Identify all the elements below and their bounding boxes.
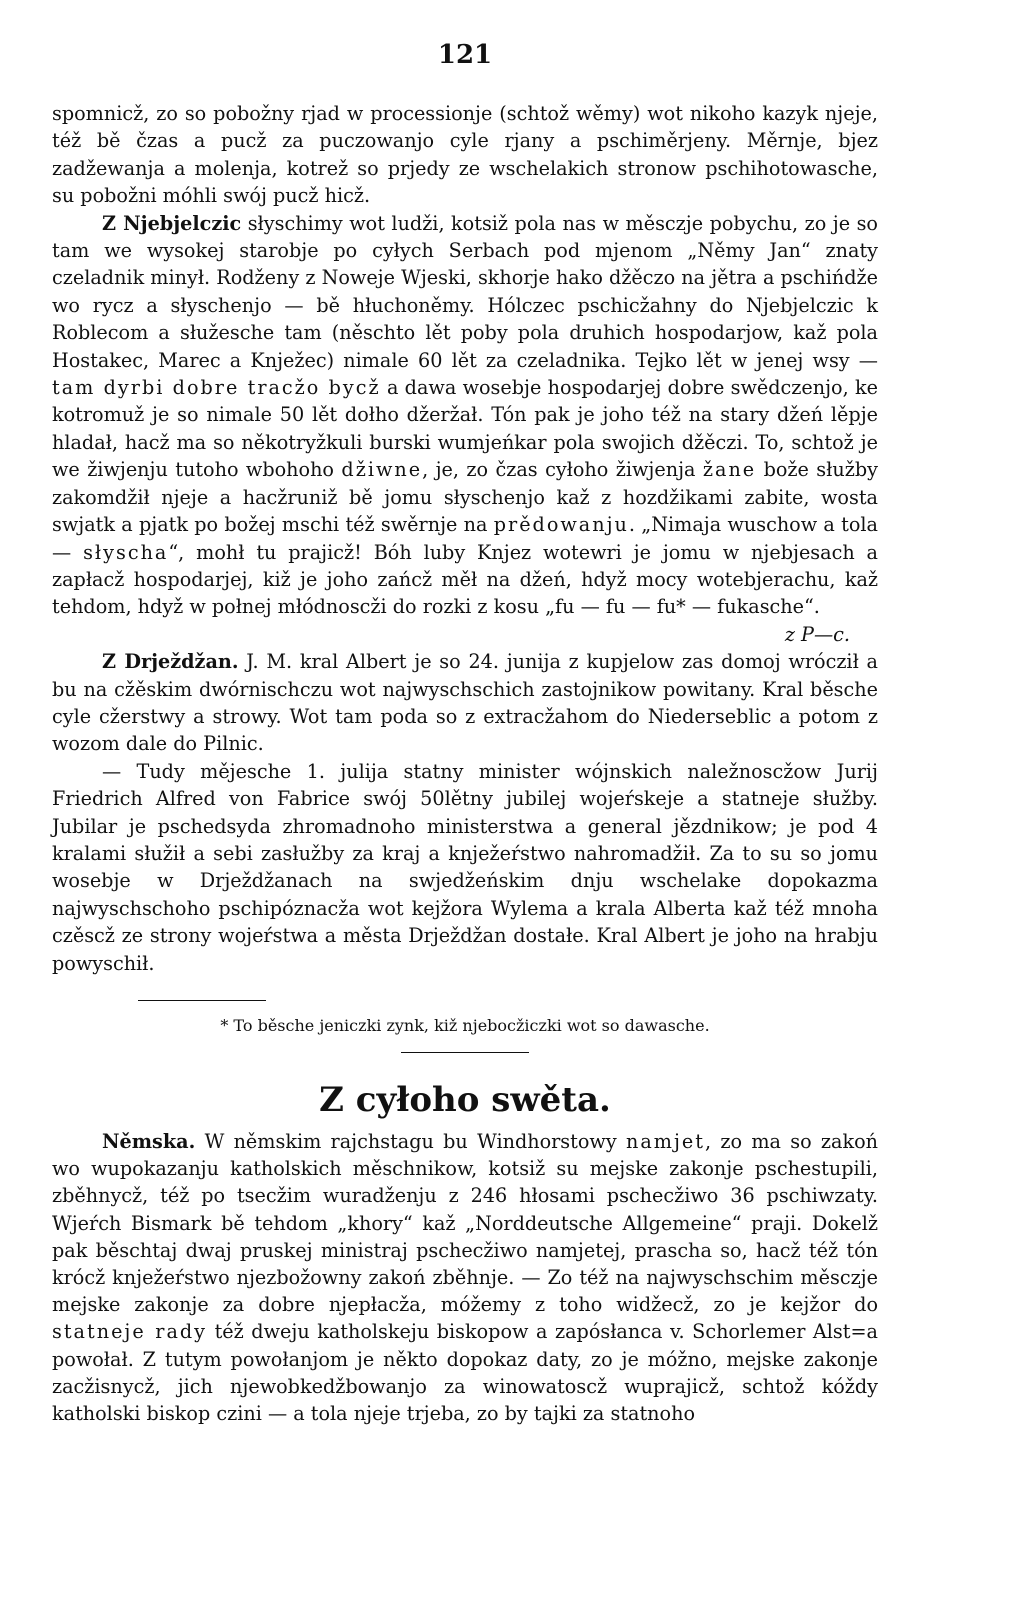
footnote-divider: [138, 1000, 266, 1001]
paragraph-2-spaced-5: słyscha: [83, 540, 169, 564]
paragraph-3-text: J. M. kral Albert je so 24. junija z kupjelow zas domoj wrócził a bu na cžěskim dwórnischczu wot najwyschschich zastojnikow powitany. Kral běsche cyle cžerstwy a strowy. Wot tam poda so z extracžahom do Niederseblic a potom z wozom dale do Pilnic.: [52, 650, 878, 756]
article-body: [52, 100, 878, 977]
section-title: Z cyłoho swěta.: [319, 1080, 611, 1120]
paragraph-2-text-f: “, mohł tu prajicž! Bóh luby Knjez wotewri je jomu w njebjesach a zapłacž hospodarjej, kiž je joho zańcž měł na džeń, hdyž mocy wotebjerachu, kaž tehdom, hdyž w połnej młódnoscži do rozki z kosu „fu — fu — fu* — fukasche“.: [52, 540, 878, 619]
paragraph-2-text-a: słyschimy wot ludži, kotsiž pola nas w měsczje pobychu, zo je so tam we wysokej starobje po cyłych Serbach pod mjenom „Němy Jan“ znaty czeladnik minył. Rodženy z Noweje Wjeski, skhorje hako džěczo na jětra a pschińdže wo rycz a słyschenjo — bě hłuchoněmy. Hólczec pschicžahny do Njebjelczic k Roblecom a słužesche tam (něschto lět poby pola druhich hospodarjow, kaž pola Hostakec, Marec a Knježec) nimale 60 lět za czeladnika. Tejko lět w jenej wsy —: [52, 211, 878, 372]
page-number: 121: [437, 40, 493, 70]
article-2-lead: Němska.: [102, 1130, 196, 1153]
footnote: * To běsche jeniczki zynk, kiž njebocžiczki wot so dawasche.: [220, 1016, 710, 1035]
paragraph-3: [52, 648, 878, 758]
article-2-text-c: též dweju katholskeju biskopow a zapósłanca v. Schorlemer Alst=a powołał. Z tutym powołanjom je někto dopokaz daty, zo je móžno, mejske zakonje zacžisnycž, jich njewobkedžbowanjo za winowatoscž wuprajicž, schtož kóždy katholski biskop czini — a tola njeje trjeba, zo by tajki za statnoho: [52, 1320, 878, 1426]
section-divider: [401, 1052, 529, 1053]
signature: z P—c.: [784, 622, 850, 646]
paragraph-2-text-b: a dawa wosebje hospodarjej dobre swědczenjo, ke kotromuž je so nimale 50 lět dołho džeržał. Tón pak je joho též na stary džeń lěpje hladał, hacž ma so někotryžkuli burski wumjeńkar pola swojich džěczi. To, schtož je we žiwjenju tutoho wbohoho: [52, 376, 878, 482]
paragraph-2-spaced-4: prědowanju: [493, 513, 629, 537]
article-2-paragraph: [52, 1128, 878, 1427]
paragraph-2: [52, 210, 878, 649]
paragraph-4: — Tudy mějesche 1. julija statny minister wójnskich naležnoscžow Jurij Friedrich Alfred von Fabrice swój 50lětny jubilej wojeŕskeje a statneje słužby. Jubilar je pschedsyda zhromadnoho ministerstwa a general jězdnikow; je pod 4 kralami słužił a sebi zasłužby za kraj a knježeŕstwo nahromadžił. Za to su so jomu wosebje w Drježdžanach na swjedžeńskim dnju wschelake dopokazma najwyschschoho pschipóznacža wot kejžora Wylema a krala Alberta kaž též mnoha czěscž ze strony wojeŕstwa a města Drježdžan dostałe. Kral Albert je joho na hrabju powyschił.: [52, 759, 878, 975]
paragraph-2-spaced-3: žane: [702, 458, 757, 482]
paragraph-2-lead: Z Njebjelczic: [102, 211, 242, 235]
paragraph-2-spaced: tam dyrbi dobre tracžo bycž: [52, 376, 381, 400]
article-2-text-a: W němskim rajchstagu bu Windhorstowy: [204, 1130, 617, 1153]
paragraph-2-text-d: bože słužby zakomdžił njeje a hacžruniž bě jomu słyschenjo kaž z hozdžikami zabite, wosta swjatk a pjatk po božej mschi též swěrnje na: [52, 458, 878, 537]
paragraph-3-lead: Z Drježdžan.: [102, 650, 239, 674]
article-2-body: [52, 1128, 878, 1427]
document-page: [52, 0, 878, 1619]
paragraph-2-text-c: , je, zo čzas cyłoho žiwjenja: [422, 458, 696, 482]
article-2-spaced-2: statneje rady: [52, 1320, 208, 1344]
article-2-text-b: , zo ma so zakoń wo wupokazanju katholskich měschnikow, kotsiž su mejske zakonje pschestupili, zběhnycž, též po tsecžim wuradženju z 246 hłosami pschecžiwo 36 pschiwzaty. Wjeŕch Bismark bě tehdom „khory“ kaž „Norddeutsche Allgemeine“ praji. Dokelž pak běschtaj dwaj pruskej ministraj pschecžiwo namjetej, prascha so, hacž též tón krócž knježeŕstwo njezbožowny zakoń zběhnje. — Zo též na najwyschschim měsczje mejske zakonje za dobre njepłacža, móžemy z toho widžecž, zo je kejžor do: [52, 1130, 879, 1317]
paragraph-2-spaced-2: džiwne: [341, 458, 423, 482]
article-2-spaced: namjet: [625, 1130, 705, 1153]
paragraph-2-text-e: . „Nimaja wuschow a tola —: [52, 513, 878, 564]
paragraph-1: spomnicž, zo so pobožny rjad w processionje (schtož wěmy) wot nikoho kazyk njeje, též bě čzas a pucž za puczowanjo cyle rjany a pschiměrjeny. Měrnje, bjez zadžewanja a molenja, kotrež so prjedy ze wschelakich stronow pschihotowasche, su pobožni móhli swój pucž hicž.: [52, 102, 878, 208]
